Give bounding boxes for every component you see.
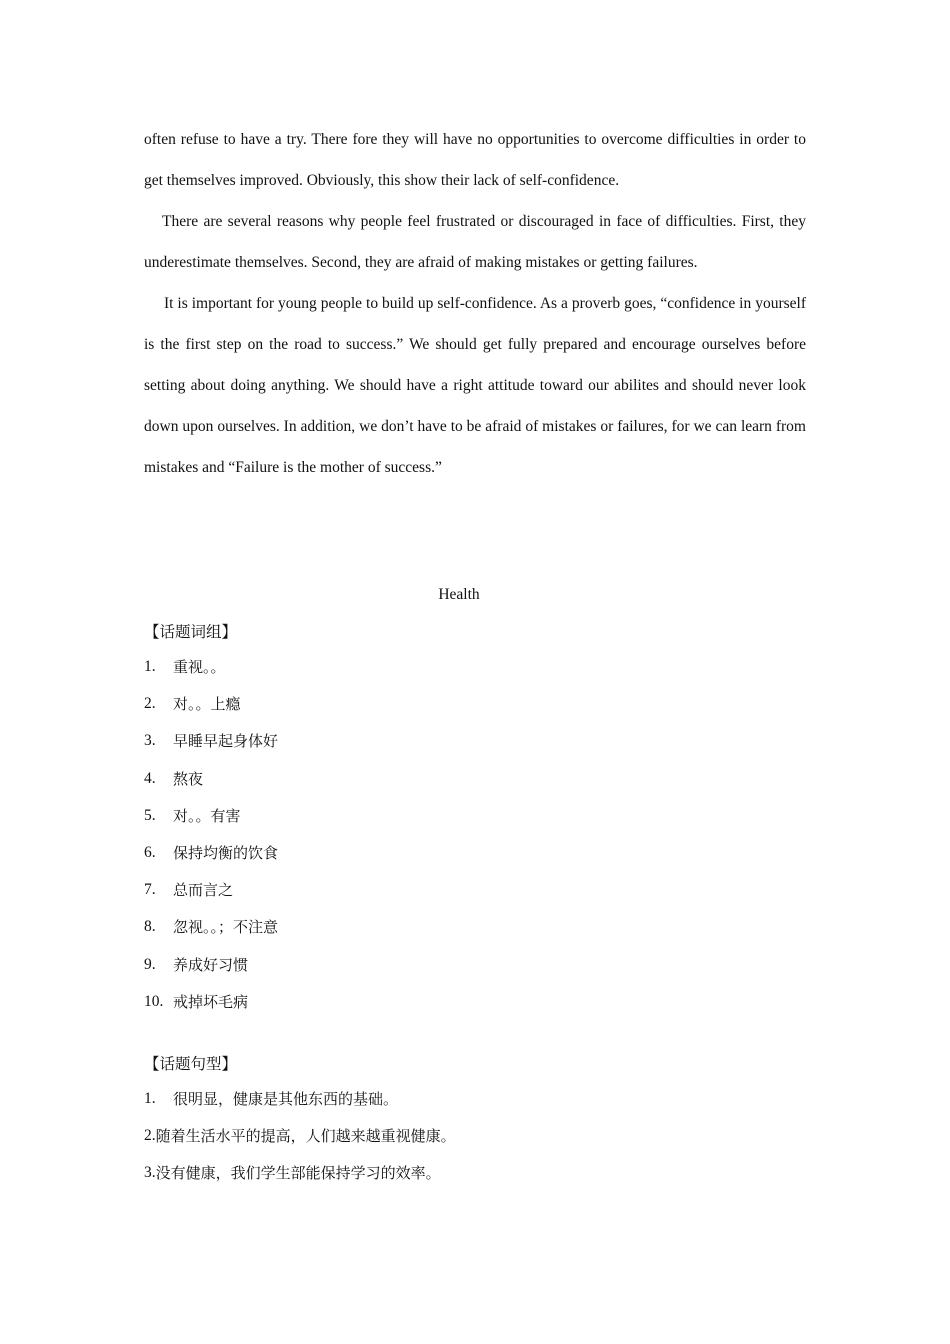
list-item xyxy=(144,990,278,1027)
essay-paragraph-2: There are several reasons why people feel frustrated or discouraged in face of difficulties. First, they underestimate themselves. Second, they are afraid of making mistakes or getting failures. xyxy=(144,213,806,271)
list-item-number: 1. xyxy=(144,1090,156,1107)
phrases-heading: 【话题词组】 xyxy=(144,623,238,641)
list-item-text: 总而言之 xyxy=(173,881,234,900)
essay-body xyxy=(144,119,806,488)
list-item xyxy=(144,915,278,952)
list-item-text: 早睡早起身体好 xyxy=(173,732,279,751)
essay-paragraph-1: often refuse to have a try. There fore they will have no opportunities to overcome difficulties in order to get themselves improved. Obviously, this show their lack of self-confidence. xyxy=(144,131,806,189)
list-item-text: 对。。有害 xyxy=(173,806,241,825)
list-item-text: 重视。。 xyxy=(173,658,226,676)
list-item-number: 6. xyxy=(144,843,156,861)
list-item xyxy=(144,1087,456,1124)
sentences-heading: 【话题句型】 xyxy=(144,1055,238,1073)
phrases-list xyxy=(144,655,278,1027)
list-item xyxy=(144,1124,456,1161)
list-item xyxy=(144,878,278,915)
list-item-text: 保持均衡的饮食 xyxy=(173,843,279,862)
list-item-number: 5. xyxy=(144,806,156,824)
list-item-text: 对。。上瘾 xyxy=(173,695,241,714)
list-item-number: 8. xyxy=(144,918,156,936)
list-item-number: 10. xyxy=(144,992,164,1010)
list-item xyxy=(144,692,278,729)
list-item xyxy=(144,729,278,766)
essay-paragraph-3: It is important for young people to build up self-confidence. As a proverb goes, “confidence in yourself is the first step on the road to success.” We should get fully prepared and encourage ourselves before setting about doing anything. We should have a right attitude toward our abilites and should never look down upon ourselves. In addition, we don’t have to be afraid of mistakes or failures, for we can learn from mistakes and “Failure is the mother of success.” xyxy=(144,295,806,476)
list-item-text: 熬夜 xyxy=(173,769,204,788)
list-item xyxy=(144,1161,456,1198)
list-item-number: 2. xyxy=(144,1127,156,1145)
list-item xyxy=(144,841,278,878)
list-item-text: 随着生活水平的提高，人们越来越重视健康。 xyxy=(155,1127,456,1146)
list-item xyxy=(144,655,278,692)
section-title: Health xyxy=(438,586,480,603)
list-item-text: 没有健康，我们学生部能保持学习的效率。 xyxy=(155,1164,441,1183)
list-item-number: 1. xyxy=(144,658,156,675)
list-item-text: 戒掉坏毛病 xyxy=(173,992,249,1011)
list-item-number: 4. xyxy=(144,769,156,787)
list-item-number: 3. xyxy=(144,732,156,750)
list-item xyxy=(144,767,278,804)
list-item xyxy=(144,804,278,841)
list-item-number: 7. xyxy=(144,881,156,899)
list-item xyxy=(144,953,278,990)
list-item-number: 9. xyxy=(144,955,156,973)
list-item-text: 养成好习惯 xyxy=(173,955,249,974)
list-item-number: 2. xyxy=(144,695,156,713)
list-item-text: 忽视。。；不注意 xyxy=(173,918,279,937)
sentences-list xyxy=(144,1087,456,1199)
list-item-number: 3. xyxy=(144,1164,156,1182)
list-item-text: 很明显，健康是其他东西的基础。 xyxy=(173,1090,399,1108)
